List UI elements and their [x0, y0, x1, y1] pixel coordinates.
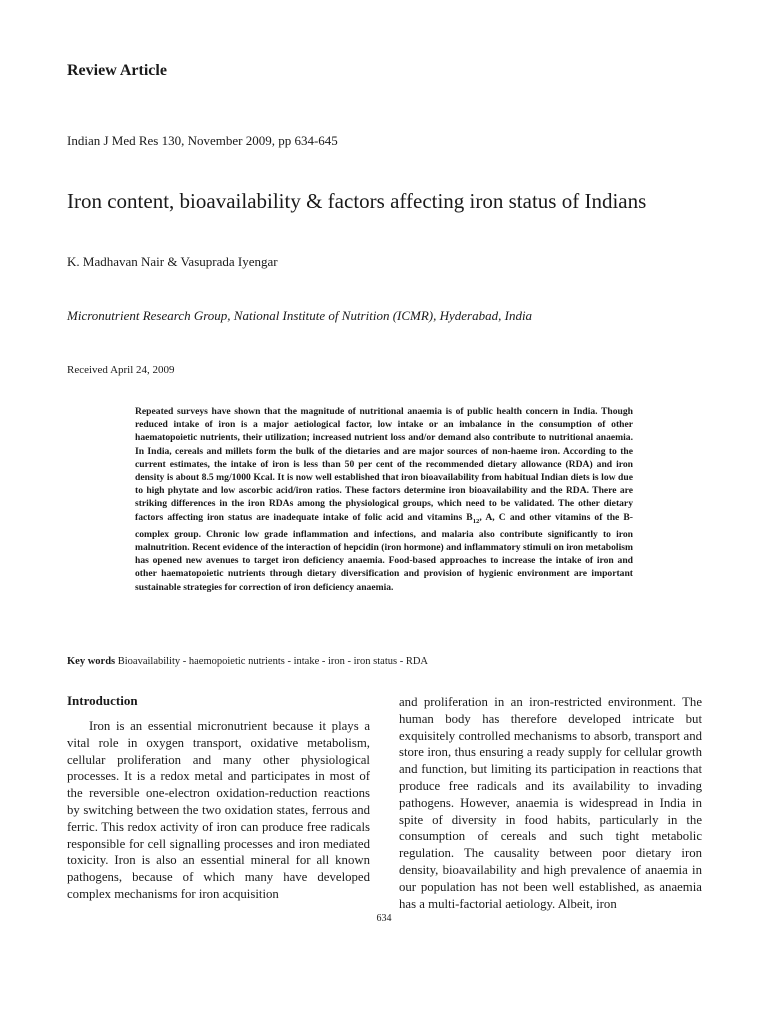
- abstract-subscript: 12: [472, 517, 480, 525]
- body-column-left: Iron is an essential micronutrient because it plays a vital role in oxygen transport, oxidative metabolism, cellular proliferation and many other physiological processes. It is a redox metal and participates in most of the reversible one-electron oxidation-reduction reactions by switching between the two oxidation states, ferrous and ferric. This redox activity of iron can produce free radicals responsible for cell signalling processes and iron mediated toxicity. Iron is also an essential mineral for all known pathogens, because of which many have developed complex mechanisms for iron acquisition: [67, 719, 370, 901]
- affiliation: Micronutrient Research Group, National Institute of Nutrition (ICMR), Hyderabad, India: [67, 308, 533, 323]
- keywords: [67, 656, 428, 667]
- article-title: Iron content, bioavailability & factors affecting iron status of Indians: [67, 189, 647, 213]
- keywords-text: Bioavailability - haemopoietic nutrients - intake - iron - iron status - RDA: [115, 656, 429, 667]
- abstract: [135, 405, 633, 594]
- body-column-right: and proliferation in an iron-restricted environment. The human body has therefore developed intricate but exquisitely controlled mechanisms to absorb, transport and store iron, thus ensuring a ready supply for cellular growth and function, but limiting its participation in reactions that produce free radicals and its availability to invading pathogens. However, anaemia is widespread in India in spite of diversity in food habits, particularly in the consumption of cereals and such tight metabolic regulation. The causality between poor dietary iron density, bioavailability and high prevalence of anaemia in our population has not been well established, as anaemia has a multi-factorial aetiology. Albeit, iron: [399, 695, 702, 911]
- abstract-text-2: , A, C and other vitamins of the B-complex group. Chronic low grade inflammation and infections, and malaria also contribute significantly to iron malnutrition. Recent evidence of the interaction of hepcidin (iron hormone) and inflammatory stimuli on iron metabolism has opened new avenues to target iron deficiency anaemia. Food-based approaches to increase the intake of iron and other haematopoietic nutrients through dietary diversification and provision of hygienic environment are important sustainable strategies for correction of iron deficiency anaemia.: [135, 511, 633, 593]
- section-heading-introduction: Introduction: [67, 693, 138, 708]
- section-type-label: Review Article: [67, 62, 167, 79]
- authors: K. Madhavan Nair & Vasuprada Iyengar: [67, 254, 278, 269]
- received-date: Received April 24, 2009: [67, 364, 175, 376]
- page-number: 634: [376, 913, 392, 924]
- journal-citation: Indian J Med Res 130, November 2009, pp 634-645: [67, 133, 338, 148]
- abstract-text-1: Repeated surveys have shown that the magnitude of nutritional anaemia is of public health concern in India. Though reduced intake of iron is a major aetiological factor, low intake or an imbalance in the consumption of other haematopoietic nutrients, their utilization; increased nutrient loss and/or demand also contribute to nutritional anaemia. In India, cereals and millets form the bulk of the dietaries and are major sources of non-haeme iron. According to the current estimates, the intake of iron is less than 50 per cent of the recommended dietary allowance (RDA) and iron density is about 8.5 mg/1000 Kcal. It is now well established that iron bioavailability from habitual Indian diets is low due to high phytate and low ascorbic acid/iron ratios. These factors determine iron bioavailability and the RDA. There are striking differences in the iron RDAs among the physiological groups, which need to be validated. The other dietary factors affecting iron status are inadequate intake of folic acid and vitamins B: [135, 406, 633, 523]
- keywords-label: Key words: [67, 656, 116, 667]
